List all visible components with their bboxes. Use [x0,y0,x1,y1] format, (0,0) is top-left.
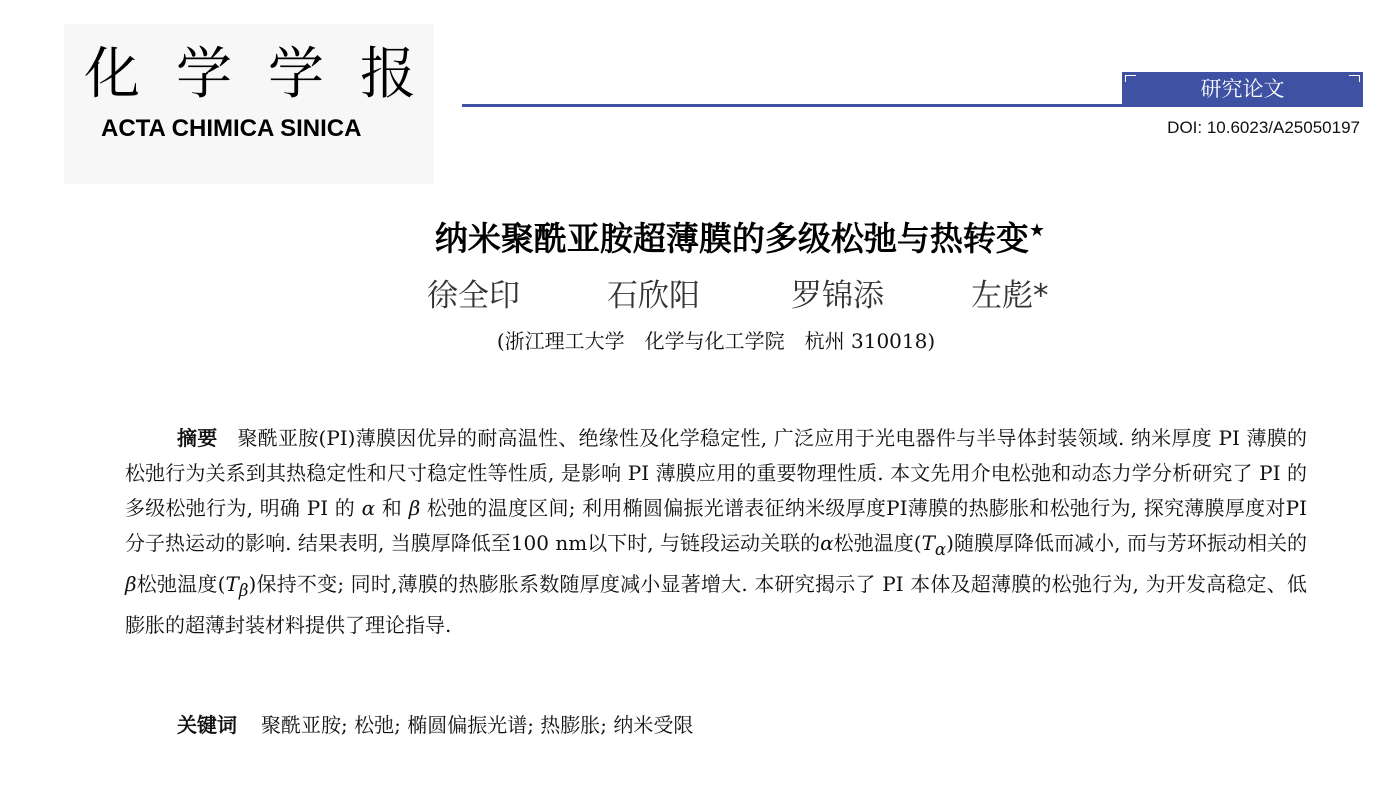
t-beta-subscript: β [238,581,249,600]
article-title [0,208,1391,262]
affiliation: (浙江理工大学 化学与化工学院 杭州 310018) [496,329,936,353]
alpha-symbol: α [820,531,834,555]
t-alpha-subscript: α [934,540,947,559]
author-name: 罗锦添 [791,278,884,314]
keywords-label: 关键词 [177,713,237,737]
keywords [177,708,693,743]
abstract-label: 摘要 [177,426,218,450]
journal-name-cn: 化学学报 [84,42,452,107]
author-name: 左彪* [971,278,1049,314]
abstract-text: 松弛温度( [833,531,922,555]
title-footnote-mark: ★ [1028,220,1046,241]
doi[interactable]: DOI: 10.6023/A25050197 [1167,118,1360,137]
beta-symbol: β [408,496,421,520]
badge-corner-right [1349,75,1360,82]
abstract-text: 松弛温度( [136,572,226,596]
abstract [125,421,1307,643]
author-name: 石欣阳 [607,278,700,314]
alpha-symbol: α [361,496,376,520]
abstract-text: 和 [375,496,409,520]
t-alpha-symbol: T [921,531,935,555]
abstract-text: )保持不变; 同时,薄膜的热膨胀系数随厚度减小显著增大. 本研究揭示了 PI 本体及超薄膜的松弛行为, 为开发高稳定、低膨胀的超薄封装材料提供了理论指导. [125,572,1307,637]
badge-corner-left [1125,75,1136,82]
article-title-text: 纳米聚酰亚胺超薄膜的多级松弛与热转变 [434,219,1029,258]
t-beta-symbol: T [225,572,239,596]
beta-symbol: β [125,572,137,596]
author-list [427,275,1049,317]
abstract-text: 松弛的温度区间; 利用椭圆偏振光谱表征纳米级厚度PI薄膜的热膨胀和松弛行为, 探究薄膜厚度对PI分子热运动的影响. 结果表明, 当膜厚降低至100 nm以下时, 与链段运动关联的 [125,496,1307,555]
keywords-text: 聚酰亚胺; 松弛; 椭圆偏振光谱; 热膨胀; 纳米受限 [261,713,694,737]
abstract-text: )随膜厚降低而减小, 而与芳环振动相关的 [946,531,1307,555]
journal-name-en: ACTA CHIMICA SINICA [101,115,362,142]
author-name: 徐全印 [427,278,520,314]
header-rule [462,104,1122,107]
article-type-label: 研究论文 [1200,77,1285,101]
abstract-text: 聚酰亚胺(PI)薄膜因优异的耐高温性、绝缘性及化学稳定性, 广泛应用于光电器件与半导体封装领域. 纳米厚度 PI 薄膜的松弛行为关系到其热稳定性和尺寸稳定性等性质, 是影响 PI 薄膜应用的重要物理性质. 本文先用介电松弛和动态力学分析研究了 PI 的多级松弛行为, 明确 PI 的 [125,426,1308,520]
article-type-badge [1122,72,1363,107]
